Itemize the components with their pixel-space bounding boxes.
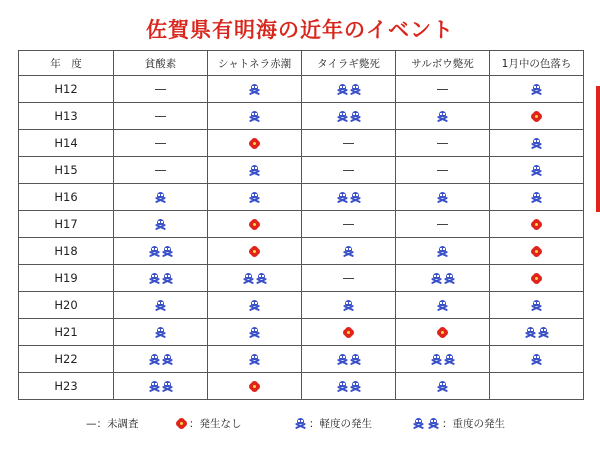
skull-crossbones-icon [531, 84, 542, 95]
page-title: 佐賀県有明海の近年のイベント [146, 18, 454, 42]
flower-icon [176, 418, 187, 429]
year-cell: H18 [19, 238, 114, 265]
event-cell [114, 76, 208, 103]
event-cell [490, 211, 584, 238]
legend-not-surveyed [86, 416, 139, 431]
dash-icon [343, 278, 354, 279]
skull-crossbones-icon [249, 192, 260, 203]
dash-icon [437, 224, 448, 225]
skull-crossbones-icon [249, 300, 260, 311]
skull-crossbones-icon [431, 354, 442, 365]
event-cell [114, 157, 208, 184]
skull-crossbones-icon [249, 111, 260, 122]
event-cell [490, 184, 584, 211]
header-pen-shell-death: タイラギ斃死 [302, 51, 396, 76]
skull-crossbones-icon [337, 381, 348, 392]
event-cell [396, 265, 490, 292]
legend-light-label: ：軽度の発生 [309, 418, 372, 430]
dash-icon [155, 89, 166, 90]
year-cell: H21 [19, 319, 114, 346]
event-cell [208, 103, 302, 130]
event-cell [490, 103, 584, 130]
skull-crossbones-icon [350, 354, 361, 365]
year-cell: H13 [19, 103, 114, 130]
skull-crossbones-icon [249, 84, 260, 95]
event-cell [114, 211, 208, 238]
table-row [19, 211, 584, 238]
skull-crossbones-icon [162, 381, 173, 392]
table-row [19, 130, 584, 157]
event-cell [208, 238, 302, 265]
skull-crossbones-icon [155, 192, 166, 203]
event-cell [208, 184, 302, 211]
year-cell: H20 [19, 292, 114, 319]
skull-crossbones-icon [531, 354, 542, 365]
skull-crossbones-icon [256, 273, 267, 284]
event-cell [114, 292, 208, 319]
skull-crossbones-icon [295, 418, 306, 429]
event-cell [490, 292, 584, 319]
event-cell [302, 184, 396, 211]
flower-icon [531, 246, 542, 257]
year-cell: H12 [19, 76, 114, 103]
table-row [19, 346, 584, 373]
skull-crossbones-icon [249, 327, 260, 338]
skull-crossbones-icon [437, 111, 448, 122]
event-cell [396, 238, 490, 265]
legend-heavy-label: ：重度の発生 [442, 418, 505, 430]
skull-crossbones-icon [155, 219, 166, 230]
event-cell [396, 184, 490, 211]
event-cell [208, 130, 302, 157]
header-ark-shell-death: サルボウ斃死 [396, 51, 490, 76]
skull-crossbones-icon [531, 300, 542, 311]
header-row [19, 51, 584, 76]
skull-crossbones-icon [162, 246, 173, 257]
skull-crossbones-icon [350, 111, 361, 122]
skull-crossbones-icon [337, 354, 348, 365]
event-cell [302, 157, 396, 184]
skull-crossbones-icon [413, 418, 424, 429]
event-cell [302, 130, 396, 157]
legend-none-label: ：発生なし [189, 418, 242, 430]
header-chattonella: シャトネラ赤潮 [208, 51, 302, 76]
dash-icon [155, 170, 166, 171]
year-cell: H22 [19, 346, 114, 373]
skull-crossbones-icon [437, 300, 448, 311]
event-cell [114, 265, 208, 292]
dash-icon [155, 143, 166, 144]
dash-icon [437, 170, 448, 171]
legend-heavy [412, 416, 505, 431]
event-cell [490, 130, 584, 157]
flower-icon [343, 327, 354, 338]
event-cell [208, 373, 302, 400]
event-cell [396, 346, 490, 373]
dash-icon [343, 170, 354, 171]
table-row [19, 265, 584, 292]
event-cell [396, 292, 490, 319]
flower-icon [249, 246, 260, 257]
year-cell: H15 [19, 157, 114, 184]
year-cell: H23 [19, 373, 114, 400]
event-cell [490, 76, 584, 103]
event-cell [114, 238, 208, 265]
dash-icon [343, 224, 354, 225]
skull-crossbones-icon [155, 327, 166, 338]
event-cell [208, 157, 302, 184]
skull-crossbones-icon [243, 273, 254, 284]
dash-icon [437, 89, 448, 90]
skull-crossbones-icon [343, 300, 354, 311]
flower-icon [531, 111, 542, 122]
event-cell [114, 346, 208, 373]
flower-icon [531, 219, 542, 230]
event-cell [302, 238, 396, 265]
event-cell [396, 373, 490, 400]
event-cell [396, 76, 490, 103]
dash-icon [155, 116, 166, 117]
event-cell [208, 265, 302, 292]
header-nori-discoloration: 1月中の色落ち [490, 51, 584, 76]
skull-crossbones-icon [437, 246, 448, 257]
skull-crossbones-icon [350, 84, 361, 95]
skull-crossbones-icon [343, 246, 354, 257]
legend [0, 416, 600, 432]
skull-crossbones-icon [431, 273, 442, 284]
year-cell: H17 [19, 211, 114, 238]
event-cell [302, 373, 396, 400]
event-cell [302, 211, 396, 238]
skull-crossbones-icon [444, 273, 455, 284]
event-cell [396, 319, 490, 346]
legend-light [294, 416, 372, 431]
event-cell [208, 211, 302, 238]
skull-crossbones-icon [437, 381, 448, 392]
flower-icon [531, 273, 542, 284]
year-cell: H19 [19, 265, 114, 292]
table-row [19, 319, 584, 346]
events-table [18, 50, 584, 400]
skull-crossbones-icon [444, 354, 455, 365]
skull-crossbones-icon [149, 354, 160, 365]
table-row [19, 76, 584, 103]
event-cell [208, 76, 302, 103]
header-year: 年 度 [19, 51, 114, 76]
dash-icon [437, 143, 448, 144]
table-row [19, 292, 584, 319]
skull-crossbones-icon [350, 192, 361, 203]
skull-crossbones-icon [149, 246, 160, 257]
event-cell [396, 130, 490, 157]
skull-crossbones-icon [531, 138, 542, 149]
event-cell [396, 103, 490, 130]
skull-crossbones-icon [249, 354, 260, 365]
skull-crossbones-icon [162, 273, 173, 284]
event-cell [396, 211, 490, 238]
skull-crossbones-icon [437, 192, 448, 203]
skull-crossbones-icon [149, 273, 160, 284]
event-cell [490, 238, 584, 265]
table-row [19, 238, 584, 265]
skull-crossbones-icon [538, 327, 549, 338]
skull-crossbones-icon [155, 300, 166, 311]
event-cell [490, 157, 584, 184]
skull-crossbones-icon [350, 381, 361, 392]
skull-crossbones-icon [428, 418, 439, 429]
skull-crossbones-icon [531, 165, 542, 176]
event-cell [114, 103, 208, 130]
header-hypoxia: 貧酸素 [114, 51, 208, 76]
flower-icon [249, 138, 260, 149]
skull-crossbones-icon [149, 381, 160, 392]
event-cell [490, 319, 584, 346]
flower-icon [249, 381, 260, 392]
event-cell [396, 157, 490, 184]
event-cell [490, 346, 584, 373]
skull-crossbones-icon [531, 192, 542, 203]
event-cell [208, 292, 302, 319]
table-row [19, 373, 584, 400]
legend-not-surveyed-label: —：未調査 [86, 418, 139, 430]
event-cell [302, 265, 396, 292]
event-cell [490, 265, 584, 292]
event-cell [302, 76, 396, 103]
skull-crossbones-icon [162, 354, 173, 365]
event-cell [302, 346, 396, 373]
table-row [19, 103, 584, 130]
event-cell [302, 319, 396, 346]
year-cell: H14 [19, 130, 114, 157]
skull-crossbones-icon [249, 165, 260, 176]
event-cell [208, 346, 302, 373]
table-row [19, 157, 584, 184]
year-cell: H16 [19, 184, 114, 211]
event-cell [114, 130, 208, 157]
event-cell [302, 292, 396, 319]
event-cell [114, 184, 208, 211]
flower-icon [249, 219, 260, 230]
event-cell [490, 373, 584, 400]
skull-crossbones-icon [337, 192, 348, 203]
skull-crossbones-icon [337, 111, 348, 122]
event-cell [114, 373, 208, 400]
legend-none [176, 416, 242, 431]
flower-icon [437, 327, 448, 338]
accent-bar [596, 86, 600, 212]
event-cell [208, 319, 302, 346]
dash-icon [343, 143, 354, 144]
table-row [19, 184, 584, 211]
event-cell [114, 319, 208, 346]
skull-crossbones-icon [337, 84, 348, 95]
event-cell [302, 103, 396, 130]
skull-crossbones-icon [525, 327, 536, 338]
